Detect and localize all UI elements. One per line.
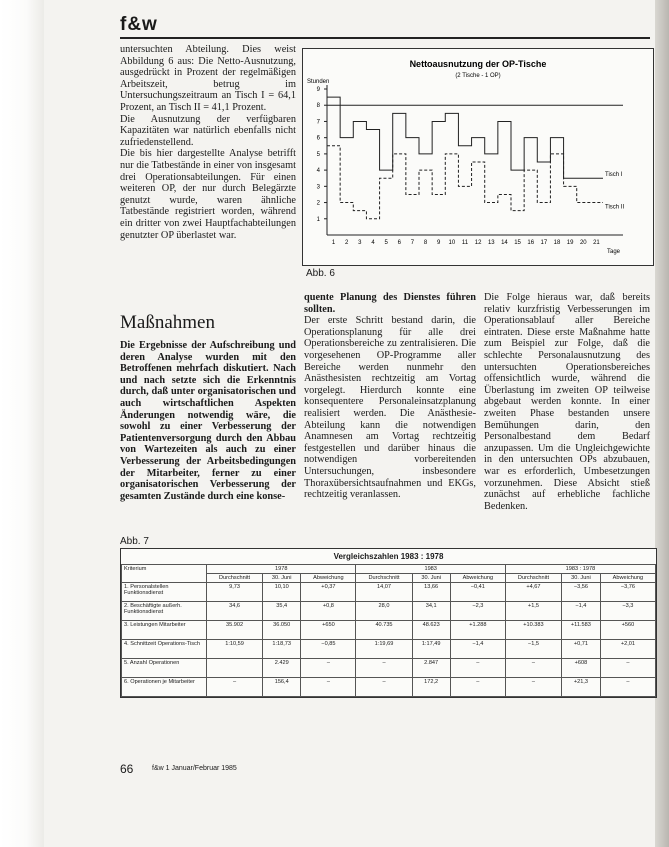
table-row (122, 640, 656, 659)
table-cell: −1,4 (562, 602, 601, 621)
comparison-table (121, 549, 656, 697)
table-header-group: 1983 (356, 565, 505, 574)
table-cell: +0,8 (301, 602, 356, 621)
table-cell: +1,5 (505, 602, 561, 621)
y-tick-label: 3 (316, 184, 320, 191)
figure-7-label: Abb. 7 (120, 536, 149, 547)
table-cell: −0,41 (450, 583, 505, 602)
x-tick-label: 11 (461, 240, 469, 246)
series-label: Tisch I (605, 172, 623, 179)
series-line-1 (327, 97, 603, 178)
x-tick-label: 17 (540, 240, 548, 246)
table-cell: +11.583 (562, 621, 601, 640)
x-tick-label: 5 (384, 240, 388, 246)
paragraph: Der erste Schritt bestand darin, die Operationsplanung für alle drei Operationsbereiche zu zentralisieren. Die vorgesehenen OP-Programme aller Bereiche werden nunmehr den Anästhesisten rechtzeitig am Vortag vorgelegt. Hierdurch konnte eine konsequentere Personaleinsatzplanung realisiert werden. Die Anästhesie-Abteilung kann die notwendigen Anamnesen am Vortag rechtzeitig festgestellen und darüber hinaus die notwendigen vorbereitenden Untersuchungen, insbesondere Thoraxübersichtsaufnahmen und EKGs, rechtzeitig veranlassen. (304, 315, 476, 501)
y-tick-label: 8 (316, 103, 320, 110)
table-cell: – (600, 659, 655, 678)
x-tick-label: 10 (448, 240, 456, 246)
column-1-text (120, 44, 296, 241)
table-cell: 1:17,49 (412, 640, 450, 659)
x-tick-label: 20 (579, 240, 587, 246)
table-row (122, 621, 656, 640)
table-cell: – (301, 678, 356, 697)
table-cell: 28,0 (356, 602, 412, 621)
table-cell: +560 (600, 621, 655, 640)
table-subheader: 30. Juni (562, 574, 601, 583)
x-tick-label: 21 (593, 240, 600, 246)
header-rule (120, 37, 650, 39)
y-tick-label: 2 (316, 200, 320, 207)
row-label: 2. Beschäftigte außerh. Funktionsdienst (122, 602, 207, 621)
table-row (122, 659, 656, 678)
column-1-bold-text: Die Ergebnisse der Aufschreibung und deren Analyse wurden mit den Betroffenen mehrfach diskutiert. Nach und nach setzte sich die Erkenntnis durch, daß unter organisatorischen und auch wirtschaftlichen Aspekten Änderungen notwendig wäre, die sowohl zu einer Verbesserung der Patientenversorgung durch den Abbau von Wartezeiten als auch zu einer Verbesserung der Arbeitsbedingungen der Mitarbeiter, ferner zu einer organisatorischen Verbesserung der gesamten Zustände durch eine konse- (120, 340, 296, 502)
table-cell: 156,4 (263, 678, 301, 697)
table-cell: 40.735 (356, 621, 412, 640)
table-subheader: Durchschnitt (356, 574, 412, 583)
table-cell: – (207, 678, 263, 697)
y-tick-label: 9 (316, 87, 320, 93)
table-subheader: 30. Juni (263, 574, 301, 583)
table-cell: – (356, 659, 412, 678)
x-tick-label: 2 (345, 240, 349, 246)
x-tick-label: 14 (501, 240, 508, 246)
table-cell: – (450, 678, 505, 697)
table-cell: – (600, 678, 655, 697)
table-row (122, 678, 656, 697)
series-line-2 (327, 146, 603, 219)
x-tick-label: 15 (514, 240, 521, 246)
footer-source: f&w 1 Januar/Februar 1985 (152, 765, 237, 772)
table-header-kriterium: Kriterium (122, 565, 207, 583)
table-cell (207, 659, 263, 678)
x-tick-label: 8 (423, 240, 428, 246)
table-cell: +21,3 (562, 678, 601, 697)
table-cell: −1,5 (505, 640, 561, 659)
table-cell: −3,56 (562, 583, 601, 602)
figure-7-table (120, 548, 657, 698)
table-cell: +608 (562, 659, 601, 678)
table-subheader: Abweichung (600, 574, 655, 583)
table-cell: +0,71 (562, 640, 601, 659)
y-tick-label: 7 (316, 119, 320, 126)
x-tick-label: 4 (371, 240, 375, 246)
row-label: 6. Operationen je Mitarbeiter (122, 678, 207, 697)
journal-logo: f&w (120, 14, 158, 35)
column-3-text: Die Folge hieraus war, daß bereits relativ kurzfristig Verbesserungen im Operationsablauf aller Bereiche eintraten. Diese erste Maßnahme hatte zum Beispiel zur Folge, daß die schlechte Personalausnutzung des untersuchten Operationsbereiches offensichtlich wurde, während die Überlastung im zweiten OP teilweise abgebaut werden konnte. In einer zweiten Phase bestanden unsere Bemühungen darin, den Personalbestand dem Bedarf anzupassen. Um die Ungleichgewichte in den untersuchten OPs abzubauen, war es erforderlich, Umbesetzungen vorzunehmen. Diese Absicht stieß zunächst auf erhebliche fachliche Bedenken. (484, 292, 650, 512)
table-cell: −0,85 (301, 640, 356, 659)
table-cell: −3,76 (600, 583, 655, 602)
x-tick-label: 16 (527, 240, 535, 246)
table-cell: 2.847 (412, 659, 450, 678)
row-label: 1. Personalstellen Funktionsdienst (122, 583, 207, 602)
table-cell: +650 (301, 621, 356, 640)
row-label: 5. Anzahl Operationen (122, 659, 207, 678)
x-axis-label: Tage (607, 249, 621, 255)
table-cell: 34,6 (207, 602, 263, 621)
y-tick-label: 6 (316, 135, 320, 142)
table-row (122, 602, 656, 621)
table-subheader: Durchschnitt (207, 574, 263, 583)
table-cell: – (356, 678, 412, 697)
x-tick-label: 6 (397, 240, 401, 246)
table-title: Vergleichszahlen 1983 : 1978 (333, 552, 444, 561)
series-label: Tisch II (605, 204, 625, 211)
x-tick-label: 3 (358, 240, 362, 246)
table-header-group: 1978 (207, 565, 356, 574)
section-heading: Maßnahmen (120, 312, 215, 333)
chart-subtitle: (2 Tische - 1 OP) (455, 73, 501, 79)
table-cell: +0,37 (301, 583, 356, 602)
paragraph: Die bis hier dargestellte Analyse betrifft nur die Tatbestände in einer von insgesamt drei Operationsabteilungen. Für einen weiteren OP, der nur durch Belegärzte genutzt wurde, waren ähnliche Tatbestände registriert worden, während ein dritter von zwei Hauptfachabteilungen genutzter OP überlastet war. (120, 148, 296, 241)
table-cell: 34,1 (412, 602, 450, 621)
table-cell: 35,4 (263, 602, 301, 621)
page-spine (0, 0, 44, 847)
y-tick-label: 1 (316, 216, 320, 223)
x-tick-label: 1 (331, 240, 336, 246)
figure-6-chart (302, 48, 654, 266)
table-cell: −2,3 (450, 602, 505, 621)
chart-title: Nettoausnutzung der OP-Tische (409, 59, 547, 69)
row-label: 3. Leistungen Mitarbeiter (122, 621, 207, 640)
table-cell: +1.288 (450, 621, 505, 640)
table-cell: 35.902 (207, 621, 263, 640)
x-tick-label: 7 (410, 240, 415, 246)
table-cell: 1:19,69 (356, 640, 412, 659)
y-tick-label: 5 (316, 151, 320, 158)
table-subheader: Abweichung (450, 574, 505, 583)
figure-6-caption: Abb. 6 (306, 268, 335, 279)
table-cell: – (505, 678, 561, 697)
table-cell: 1:10,59 (207, 640, 263, 659)
table-row (122, 583, 656, 602)
chart-svg (303, 49, 653, 265)
table-cell: 36.050 (263, 621, 301, 640)
table-cell: 10,10 (263, 583, 301, 602)
table-cell: 1:18,73 (263, 640, 301, 659)
table-subheader: Abweichung (301, 574, 356, 583)
table-subheader: 30. Juni (412, 574, 450, 583)
table-cell: 14,07 (356, 583, 412, 602)
table-cell: – (450, 659, 505, 678)
y-axis-label: Stunden (307, 79, 330, 85)
paragraph-bold: quente Planung des Dienstes führen sollten. (304, 292, 476, 315)
table-cell: – (301, 659, 356, 678)
table-cell: 48.623 (412, 621, 450, 640)
row-label: 4. Schnittzeit Operations-Tisch (122, 640, 207, 659)
table-cell: −1,4 (450, 640, 505, 659)
table-cell: +4,67 (505, 583, 561, 602)
table-cell: 13,66 (412, 583, 450, 602)
table-header-group: 1983 : 1978 (505, 565, 655, 574)
table-cell: 2.429 (263, 659, 301, 678)
y-tick-label: 4 (316, 168, 320, 175)
x-tick-label: 19 (566, 240, 574, 246)
table-cell: 9,73 (207, 583, 263, 602)
paragraph: untersuchten Abteilung. Dies weist Abbildung 6 aus: Die Netto-Ausnutzung, ausgedrückt in Prozent der regelmäßigen Arbeitszeit, betrug im Untersuchungszeitraum an Tisch I = 64,1 Prozent, an Tisch II = 41,1 Prozent. (120, 44, 296, 113)
x-tick-label: 18 (553, 240, 561, 246)
table-cell: +10.383 (505, 621, 561, 640)
page-edge (655, 0, 669, 847)
x-tick-label: 12 (474, 240, 482, 246)
page-number: 66 (120, 762, 134, 776)
paragraph: Die Ausnutzung der verfügbaren Kapazitäten war natürlich ebenfalls nicht zufriedenstellend. (120, 113, 296, 148)
column-2-text (304, 292, 476, 501)
table-subheader: Durchschnitt (505, 574, 561, 583)
table-cell: 172,2 (412, 678, 450, 697)
x-tick-label: 9 (437, 240, 441, 246)
table-cell: – (505, 659, 561, 678)
x-tick-label: 13 (487, 240, 495, 246)
table-cell: −3,3 (600, 602, 655, 621)
table-cell: +2,01 (600, 640, 655, 659)
